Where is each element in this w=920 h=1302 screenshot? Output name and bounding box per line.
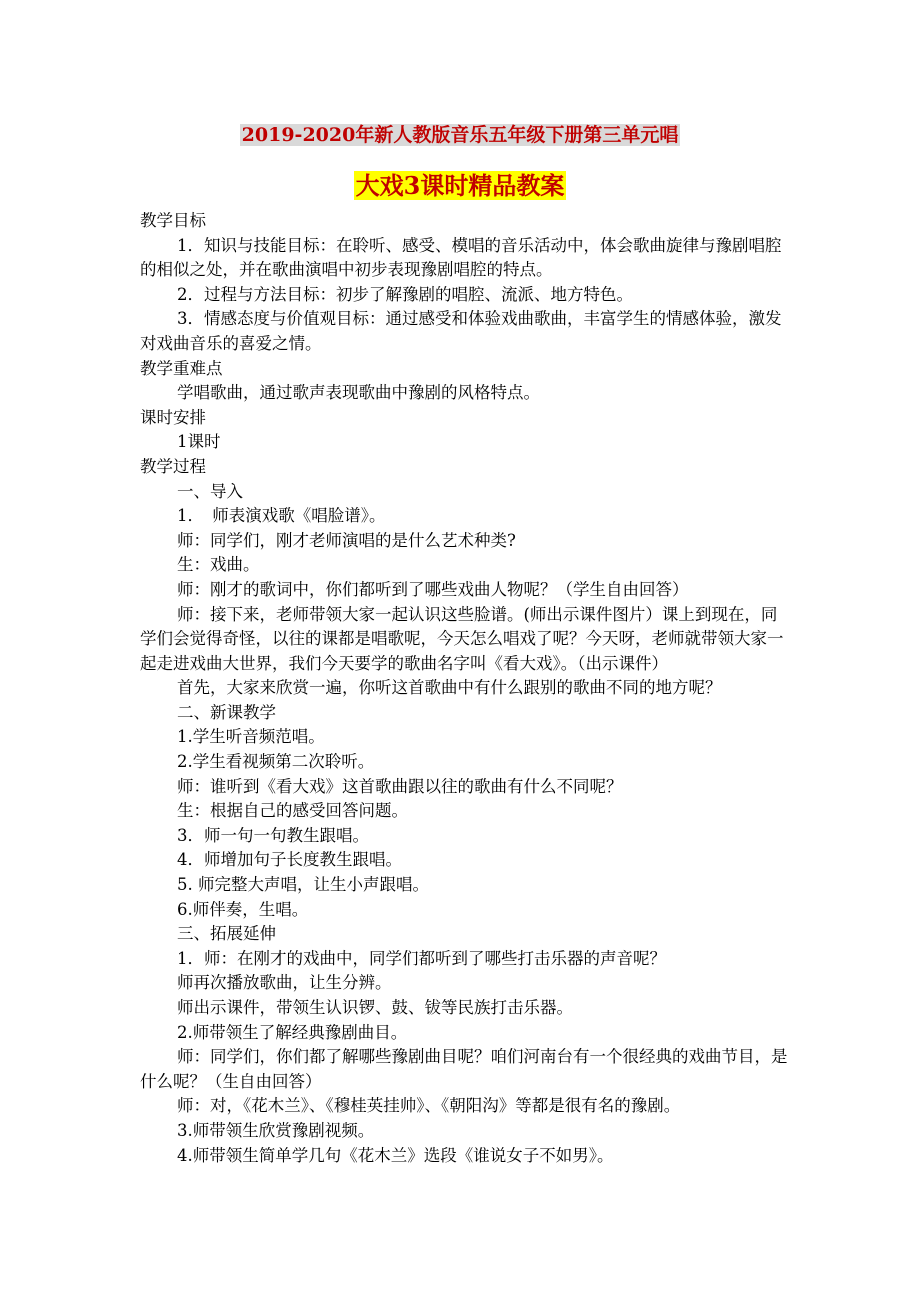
document-title-line1	[0, 122, 920, 148]
section-heading: 教学过程	[140, 456, 206, 476]
body-paragraph: 4.师带领生简单学几句《花木兰》选段《谁说女子不如男》。	[177, 1145, 614, 1165]
body-paragraph: 3.师带领生欣赏豫剧视频。	[177, 1120, 375, 1140]
body-paragraph: 4．师增加句子长度教生跟唱。	[177, 850, 402, 870]
body-paragraph: 师出示课件，带领生认识锣、鼓、钹等民族打击乐器。	[177, 998, 573, 1017]
body-paragraph: 师：对，《花木兰》、《穆桂英挂帅》、《朝阳沟》等都是很有名的豫剧。	[177, 1096, 681, 1116]
body-paragraph: 6.师伴奏，生唱。	[177, 899, 309, 919]
body-paragraph: 一、导入	[177, 481, 243, 501]
body-paragraph: 师：谁听到《看大戏》这首歌曲跟以往的歌曲有什么不同呢？	[177, 776, 623, 796]
body-paragraph: 1． 师表演戏歌《唱脸谱》。	[177, 506, 386, 526]
body-paragraph: 师：同学们，你们都了解哪些豫剧曲目呢？咱们河南台有一个很经典的戏曲节目，是什么呢？（生自由回答）	[140, 1047, 788, 1091]
section-heading: 教学重难点	[140, 358, 223, 378]
body-paragraph: 3．师一句一句教生跟唱。	[177, 825, 369, 845]
body-paragraph: 师：刚才的歌词中，你们都听到了哪些戏曲人物呢？（学生自由回答）	[177, 579, 689, 599]
body-paragraph: 首先，大家来欣赏一遍，你听这首歌曲中有什么跟别的歌曲不同的地方呢？	[177, 678, 722, 698]
body-paragraph: 师再次播放歌曲，让生分辨。	[177, 973, 392, 993]
body-paragraph: 师：同学们，刚才老师演唱的是什么艺术种类?	[177, 530, 516, 550]
body-paragraph: 生：戏曲。	[177, 555, 260, 575]
document-body	[140, 209, 788, 1168]
body-paragraph: 5. 师完整大声唱，让生小声跟唱。	[177, 875, 429, 895]
body-paragraph: 1．师：在刚才的戏曲中，同学们都听到了哪些打击乐器的声音呢？	[177, 948, 666, 968]
body-paragraph: 1课时	[177, 432, 221, 452]
body-paragraph: 二、新课教学	[177, 702, 276, 722]
body-paragraph: 学唱歌曲，通过歌声表现歌曲中豫剧的风格特点。	[177, 383, 540, 403]
body-paragraph: 2.学生看视频第二次聆听。	[177, 752, 375, 772]
body-paragraph: 师：接下来，老师带领大家一起认识这些脸谱。(师出示课件图片）课上到现在，同学们会觉得奇怪，以往的课都是唱歌呢，今天怎么唱戏了呢？今天呀，老师就带领大家一起走进戏曲大世界，我们今天要学的歌曲名字叫《看大戏》。（出示课件）	[140, 604, 784, 673]
body-paragraph: 生：根据自己的感受回答问题。	[177, 801, 408, 821]
body-paragraph: 三、拓展延伸	[177, 924, 276, 944]
body-paragraph: 1.学生听音频范唱。	[177, 727, 325, 747]
document-title-line2	[0, 170, 920, 202]
section-heading: 课时安排	[140, 407, 206, 427]
title-line1-text: 2019-2020年新人教版音乐五年级下册第三单元唱	[241, 124, 679, 146]
body-paragraph: 2．过程与方法目标：初步了解豫剧的唱腔、流派、地方特色。	[177, 284, 633, 304]
body-paragraph: 2.师带领生了解经典豫剧曲目。	[177, 1022, 408, 1042]
section-heading: 教学目标	[140, 211, 206, 230]
body-paragraph: 1．知识与技能目标：在聆听、感受、模唱的音乐活动中，体会歌曲旋律与豫剧唱腔的相似之处，并在歌曲演唱中初步表现豫剧唱腔的特点。	[140, 235, 782, 280]
title-line2-text: 大戏3课时精品教案	[355, 171, 565, 200]
body-paragraph: 3．情感态度与价值观目标：通过感受和体验戏曲歌曲，丰富学生的情感体验，激发对戏曲音乐的喜爱之情。	[140, 309, 782, 353]
